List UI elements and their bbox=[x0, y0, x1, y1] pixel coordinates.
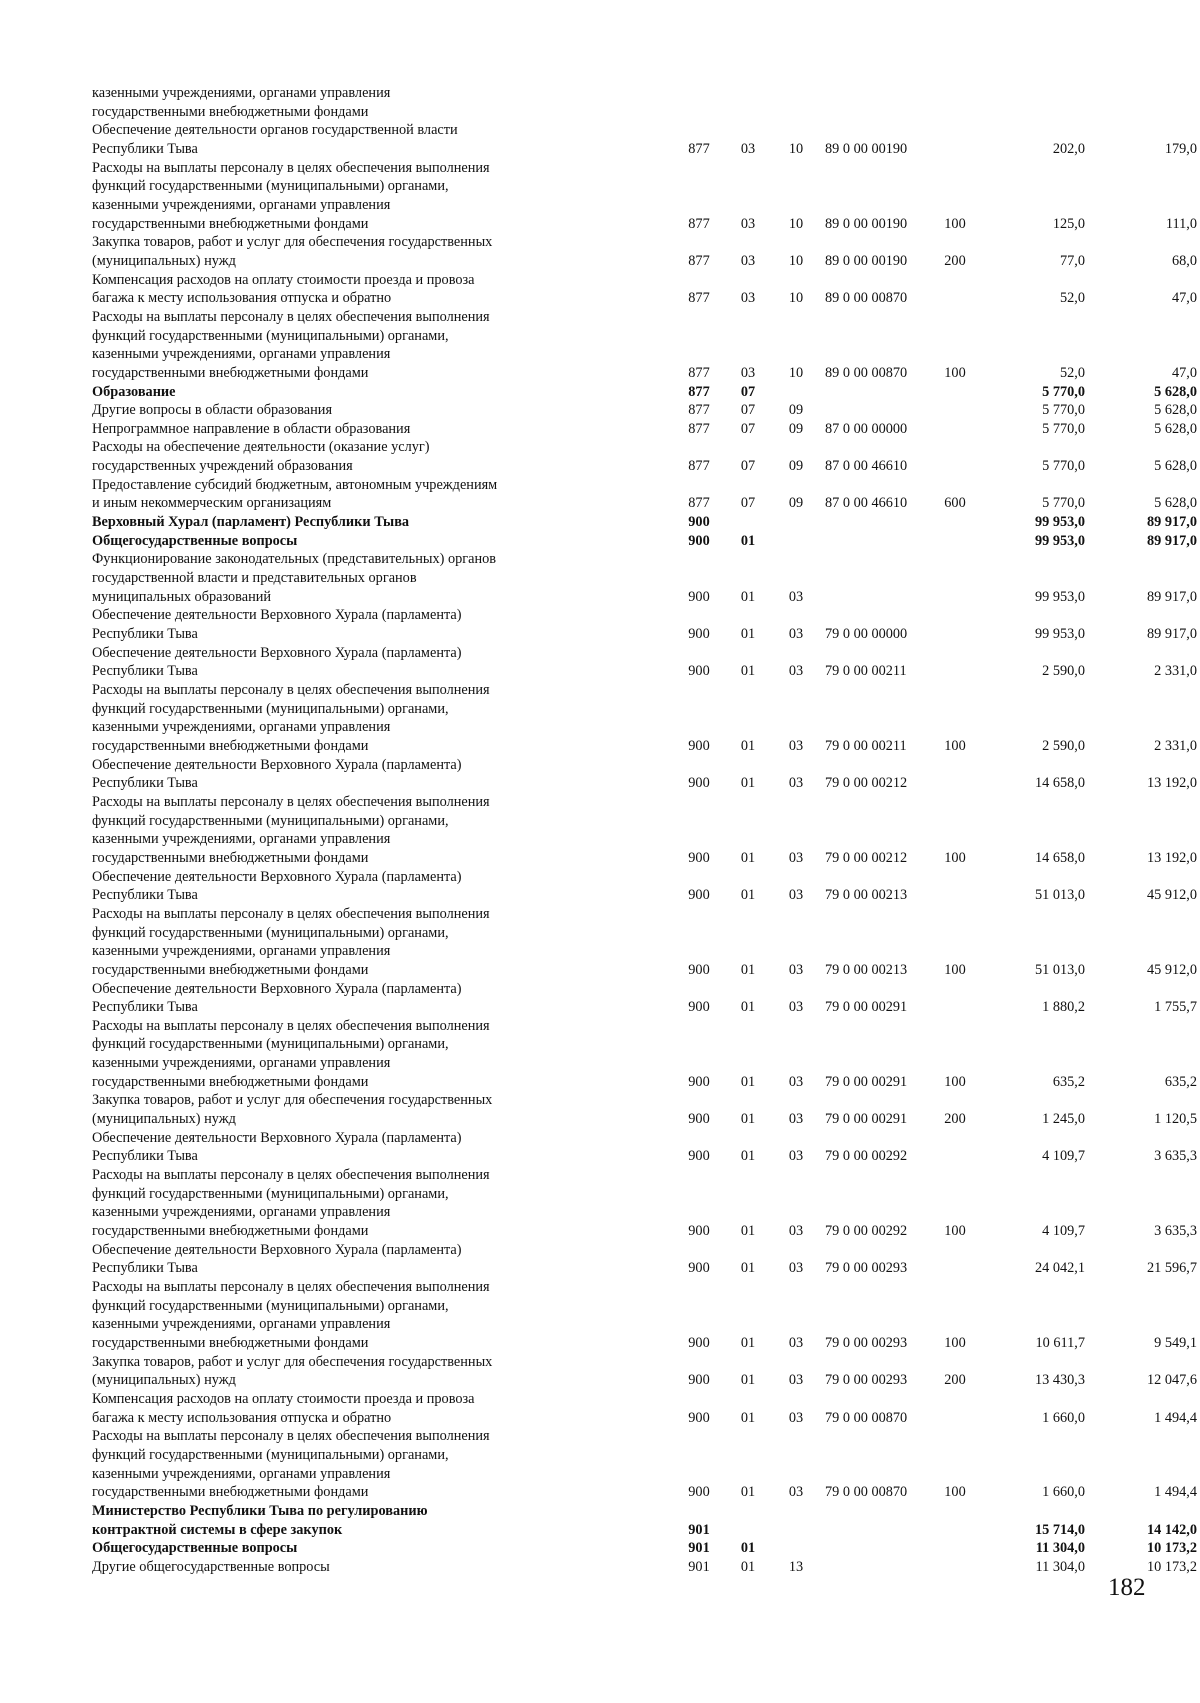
expense-type-code: 100 bbox=[944, 1484, 966, 1501]
grbs-code: 900 bbox=[688, 1334, 710, 1351]
amount-year-1: 52,0 bbox=[1059, 290, 1085, 307]
subsection-code: 10 bbox=[788, 364, 804, 381]
amount-year-1: 635,2 bbox=[1052, 1073, 1085, 1090]
amount-year-2: 1 120,5 bbox=[1154, 1111, 1197, 1128]
subsection-code: 03 bbox=[788, 1484, 804, 1501]
grbs-code: 900 bbox=[688, 1223, 710, 1240]
table-row bbox=[0, 1129, 1200, 1166]
row-name: Обеспечение деятельности органов государственной власти Республики Тыва bbox=[92, 122, 458, 157]
subsection-code: 09 bbox=[788, 458, 804, 475]
grbs-code: 877 bbox=[688, 252, 710, 269]
amount-year-2: 45 912,0 bbox=[1146, 887, 1197, 904]
grbs-code: 900 bbox=[688, 588, 710, 605]
amount-year-1: 1 245,0 bbox=[1042, 1111, 1085, 1128]
grbs-code: 900 bbox=[688, 1260, 710, 1277]
amount-year-2: 3 635,3 bbox=[1154, 1223, 1197, 1240]
expense-type-code: 600 bbox=[944, 495, 966, 512]
section-code: 01 bbox=[740, 1334, 756, 1351]
table-row bbox=[0, 905, 1200, 980]
grbs-code: 901 bbox=[688, 1558, 710, 1575]
expense-type-code: 100 bbox=[944, 849, 966, 866]
amount-year-2: 10 173,2 bbox=[1146, 1540, 1197, 1557]
amount-year-1: 202,0 bbox=[1052, 140, 1085, 157]
amount-year-1: 24 042,1 bbox=[1034, 1260, 1085, 1277]
amount-year-2: 2 331,0 bbox=[1154, 663, 1197, 680]
amount-year-2: 10 173,2 bbox=[1146, 1558, 1197, 1575]
row-name: Расходы на выплаты персоналу в целях обеспечения выполнения функций государственными (муниципальными) органами, казенными учреждениями, органами управления государственными внебюджетными фондами bbox=[92, 1428, 490, 1501]
amount-year-1: 2 590,0 bbox=[1042, 663, 1085, 680]
table-row bbox=[0, 532, 1200, 551]
amount-year-1: 51 013,0 bbox=[1034, 961, 1085, 978]
amount-year-1: 5 770,0 bbox=[1042, 420, 1085, 437]
grbs-code: 900 bbox=[688, 1484, 710, 1501]
table-row bbox=[0, 1278, 1200, 1353]
grbs-code: 900 bbox=[688, 961, 710, 978]
budget-table bbox=[0, 84, 1200, 1577]
amount-year-2: 13 192,0 bbox=[1146, 849, 1197, 866]
section-code: 01 bbox=[740, 663, 756, 680]
table-row bbox=[0, 550, 1200, 606]
grbs-code: 900 bbox=[688, 775, 710, 792]
table-row bbox=[0, 644, 1200, 681]
expense-type-code: 100 bbox=[944, 1223, 966, 1240]
amount-year-1: 1 660,0 bbox=[1042, 1484, 1085, 1501]
section-code: 01 bbox=[740, 1073, 756, 1090]
amount-year-2: 1 494,4 bbox=[1154, 1409, 1197, 1426]
subsection-code: 09 bbox=[788, 420, 804, 437]
row-name: Обеспечение деятельности Верховного Хурала (парламента) Республики Тыва bbox=[92, 1241, 462, 1277]
grbs-code: 900 bbox=[688, 1372, 710, 1389]
table-row bbox=[0, 121, 1200, 158]
grbs-code: 900 bbox=[688, 626, 710, 643]
grbs-code: 877 bbox=[688, 402, 710, 419]
amount-year-2: 89 917,0 bbox=[1146, 514, 1197, 531]
amount-year-2: 2 331,0 bbox=[1154, 737, 1197, 754]
row-name: Обеспечение деятельности Верховного Хурала (парламента) Республики Тыва bbox=[92, 1129, 462, 1165]
expense-type-code: 100 bbox=[944, 1334, 966, 1351]
table-row bbox=[0, 271, 1200, 308]
table-row bbox=[0, 980, 1200, 1017]
section-code: 07 bbox=[740, 495, 756, 512]
subsection-code: 03 bbox=[788, 849, 804, 866]
amount-year-1: 10 611,7 bbox=[1035, 1334, 1085, 1351]
amount-year-2: 3 635,3 bbox=[1154, 1148, 1197, 1165]
amount-year-1: 99 953,0 bbox=[1034, 588, 1085, 605]
row-name: Расходы на выплаты персоналу в целях обеспечения выполнения функций государственными (муниципальными) органами, казенными учреждениями, органами управления государственными внебюджетными фондами bbox=[92, 793, 490, 866]
table-row bbox=[0, 1558, 1200, 1577]
subsection-code: 10 bbox=[788, 140, 804, 157]
row-name: Обеспечение деятельности Верховного Хурала (парламента) Республики Тыва bbox=[92, 868, 462, 904]
section-code: 03 bbox=[740, 140, 756, 157]
row-name: Другие общегосударственные вопросы bbox=[92, 1558, 330, 1575]
subsection-code: 10 bbox=[788, 290, 804, 307]
amount-year-1: 125,0 bbox=[1052, 215, 1085, 232]
expense-type-code: 200 bbox=[944, 1372, 966, 1389]
row-name: Функционирование законодательных (представительных) органов государственной власти и представительных органов муниципальных образований bbox=[92, 551, 496, 605]
section-code: 03 bbox=[740, 252, 756, 269]
target-article-code: 79 0 00 00291 bbox=[825, 999, 908, 1016]
amount-year-2: 179,0 bbox=[1164, 140, 1197, 157]
grbs-code: 900 bbox=[688, 663, 710, 680]
expense-type-code: 100 bbox=[944, 1073, 966, 1090]
amount-year-2: 635,2 bbox=[1164, 1073, 1197, 1090]
target-article-code: 87 0 00 46610 bbox=[825, 495, 908, 512]
amount-year-1: 4 109,7 bbox=[1042, 1223, 1085, 1240]
amount-year-2: 13 192,0 bbox=[1146, 775, 1197, 792]
row-name: Расходы на выплаты персоналу в целях обеспечения выполнения функций государственными (муниципальными) органами, казенными учреждениями, органами управления государственными внебюджетными фондами bbox=[92, 159, 490, 232]
target-article-code: 79 0 00 00212 bbox=[825, 775, 908, 792]
amount-year-1: 11 304,0 bbox=[1035, 1540, 1085, 1557]
table-row bbox=[0, 606, 1200, 643]
amount-year-2: 21 596,7 bbox=[1146, 1260, 1197, 1277]
section-code: 03 bbox=[740, 215, 756, 232]
amount-year-2: 5 628,0 bbox=[1154, 495, 1197, 512]
subsection-code: 03 bbox=[788, 1334, 804, 1351]
amount-year-2: 5 628,0 bbox=[1154, 402, 1197, 419]
subsection-code: 03 bbox=[788, 1223, 804, 1240]
table-row bbox=[0, 438, 1200, 475]
grbs-code: 900 bbox=[688, 999, 710, 1016]
target-article-code: 79 0 00 00293 bbox=[825, 1260, 908, 1277]
grbs-code: 877 bbox=[688, 290, 710, 307]
subsection-code: 03 bbox=[788, 588, 804, 605]
target-article-code: 79 0 00 00211 bbox=[825, 663, 907, 680]
table-row bbox=[0, 756, 1200, 793]
table-row bbox=[0, 513, 1200, 532]
table-row bbox=[0, 308, 1200, 383]
row-name: Расходы на выплаты персоналу в целях обеспечения выполнения функций государственными (муниципальными) органами, казенными учреждениями, органами управления государственными внебюджетными фондами bbox=[92, 682, 490, 754]
expense-type-code: 100 bbox=[944, 215, 966, 232]
grbs-code: 877 bbox=[688, 458, 710, 475]
row-name: Общегосударственные вопросы bbox=[92, 1540, 298, 1557]
section-code: 07 bbox=[740, 458, 756, 475]
amount-year-2: 14 142,0 bbox=[1146, 1521, 1197, 1538]
grbs-code: 901 bbox=[688, 1540, 710, 1557]
table-row bbox=[0, 159, 1200, 234]
grbs-code: 877 bbox=[688, 364, 710, 381]
target-article-code: 89 0 00 00870 bbox=[825, 290, 908, 307]
section-code: 01 bbox=[740, 588, 756, 605]
grbs-code: 900 bbox=[688, 1073, 710, 1090]
target-article-code: 89 0 00 00870 bbox=[825, 364, 908, 381]
amount-year-2: 89 917,0 bbox=[1146, 588, 1197, 605]
subsection-code: 10 bbox=[788, 215, 804, 232]
section-code: 01 bbox=[740, 737, 756, 754]
grbs-code: 900 bbox=[688, 887, 710, 904]
table-row bbox=[0, 1427, 1200, 1502]
target-article-code: 89 0 00 00190 bbox=[825, 140, 908, 157]
target-article-code: 79 0 00 00000 bbox=[825, 626, 908, 643]
grbs-code: 877 bbox=[688, 140, 710, 157]
section-code: 01 bbox=[740, 1111, 756, 1128]
amount-year-1: 99 953,0 bbox=[1034, 514, 1085, 531]
row-name: Закупка товаров, работ и услуг для обеспечения государственных (муниципальных) нужд bbox=[92, 1092, 493, 1128]
row-name: Закупка товаров, работ и услуг для обеспечения государственных (муниципальных) нужд bbox=[92, 1353, 493, 1389]
section-code: 03 bbox=[740, 364, 756, 381]
table-row bbox=[0, 1353, 1200, 1390]
amount-year-1: 51 013,0 bbox=[1034, 887, 1085, 904]
target-article-code: 79 0 00 00870 bbox=[825, 1409, 908, 1426]
row-name: Расходы на выплаты персоналу в целях обеспечения выполнения функций государственными (муниципальными) органами, казенными учреждениями, органами управления государственными внебюджетными фондами bbox=[92, 308, 490, 381]
row-name: Обеспечение деятельности Верховного Хурала (парламента) Республики Тыва bbox=[92, 607, 462, 643]
subsection-code: 03 bbox=[788, 999, 804, 1016]
amount-year-1: 99 953,0 bbox=[1034, 626, 1085, 643]
section-code: 01 bbox=[740, 775, 756, 792]
amount-year-1: 11 304,0 bbox=[1035, 1558, 1085, 1575]
section-code: 07 bbox=[740, 383, 756, 400]
row-name: Предоставление субсидий бюджетным, автономным учреждениям и иным некоммерческим организациям bbox=[92, 476, 498, 512]
target-article-code: 79 0 00 00212 bbox=[825, 849, 908, 866]
section-code: 01 bbox=[740, 1409, 756, 1426]
subsection-code: 03 bbox=[788, 1073, 804, 1090]
subsection-code: 09 bbox=[788, 495, 804, 512]
grbs-code: 900 bbox=[688, 849, 710, 866]
amount-year-2: 1 494,4 bbox=[1154, 1484, 1197, 1501]
amount-year-1: 14 658,0 bbox=[1034, 849, 1085, 866]
target-article-code: 89 0 00 00190 bbox=[825, 215, 908, 232]
subsection-code: 13 bbox=[788, 1558, 804, 1575]
table-row bbox=[0, 1241, 1200, 1278]
row-name: Верховный Хурал (парламент) Республики Тыва bbox=[92, 514, 410, 531]
section-code: 01 bbox=[740, 1223, 756, 1240]
target-article-code: 79 0 00 00291 bbox=[825, 1111, 908, 1128]
amount-year-2: 47,0 bbox=[1171, 290, 1197, 307]
expense-type-code: 100 bbox=[944, 737, 966, 754]
row-name: Расходы на обеспечение деятельности (оказание услуг) государственных учреждений образования bbox=[92, 439, 430, 475]
table-row bbox=[0, 868, 1200, 905]
grbs-code: 900 bbox=[688, 532, 710, 549]
amount-year-2: 9 549,1 bbox=[1154, 1334, 1197, 1351]
amount-year-2: 1 755,7 bbox=[1154, 999, 1197, 1016]
expense-type-code: 100 bbox=[944, 364, 966, 381]
row-name: Непрограммное направление в области образования bbox=[92, 420, 411, 437]
row-name: Расходы на выплаты персоналу в целях обеспечения выполнения функций государственными (муниципальными) органами, казенными учреждениями, органами управления государственными внебюджетными фондами bbox=[92, 1279, 490, 1351]
expense-type-code: 200 bbox=[944, 252, 966, 269]
amount-year-2: 68,0 bbox=[1171, 252, 1197, 269]
target-article-code: 79 0 00 00293 bbox=[825, 1372, 908, 1389]
amount-year-1: 5 770,0 bbox=[1042, 458, 1085, 475]
target-article-code: 87 0 00 00000 bbox=[825, 420, 908, 437]
table-row bbox=[0, 383, 1200, 402]
amount-year-1: 5 770,0 bbox=[1042, 383, 1085, 400]
amount-year-1: 5 770,0 bbox=[1042, 402, 1085, 419]
table-row bbox=[0, 1166, 1200, 1241]
amount-year-1: 5 770,0 bbox=[1042, 495, 1085, 512]
subsection-code: 09 bbox=[788, 402, 804, 419]
table-row bbox=[0, 476, 1200, 513]
table-row bbox=[0, 793, 1200, 868]
subsection-code: 03 bbox=[788, 626, 804, 643]
grbs-code: 900 bbox=[688, 514, 710, 531]
amount-year-2: 5 628,0 bbox=[1154, 420, 1197, 437]
grbs-code: 877 bbox=[688, 495, 710, 512]
amount-year-2: 89 917,0 bbox=[1146, 626, 1197, 643]
subsection-code: 03 bbox=[788, 737, 804, 754]
amount-year-2: 5 628,0 bbox=[1154, 458, 1197, 475]
subsection-code: 03 bbox=[788, 887, 804, 904]
target-article-code: 87 0 00 46610 bbox=[825, 458, 908, 475]
amount-year-1: 52,0 bbox=[1059, 364, 1085, 381]
target-article-code: 79 0 00 00291 bbox=[825, 1073, 908, 1090]
grbs-code: 900 bbox=[688, 1148, 710, 1165]
section-code: 01 bbox=[740, 626, 756, 643]
subsection-code: 03 bbox=[788, 961, 804, 978]
grbs-code: 901 bbox=[688, 1521, 710, 1538]
subsection-code: 03 bbox=[788, 663, 804, 680]
row-name: Обеспечение деятельности Верховного Хурала (парламента) Республики Тыва bbox=[92, 756, 462, 792]
row-name: Расходы на выплаты персоналу в целях обеспечения выполнения функций государственными (муниципальными) органами, казенными учреждениями, органами управления государственными внебюджетными фондами bbox=[92, 1017, 490, 1090]
row-name: Закупка товаров, работ и услуг для обеспечения государственных (муниципальных) нужд bbox=[92, 234, 493, 269]
subsection-code: 03 bbox=[788, 1111, 804, 1128]
target-article-code: 89 0 00 00190 bbox=[825, 252, 908, 269]
row-name: Образование bbox=[92, 383, 176, 400]
section-code: 01 bbox=[740, 1372, 756, 1389]
amount-year-1: 1 880,2 bbox=[1042, 999, 1085, 1016]
target-article-code: 79 0 00 00213 bbox=[825, 961, 908, 978]
row-name: Общегосударственные вопросы bbox=[92, 532, 298, 549]
section-code: 01 bbox=[740, 1148, 756, 1165]
section-code: 01 bbox=[740, 1558, 756, 1575]
section-code: 01 bbox=[740, 1540, 756, 1557]
section-code: 01 bbox=[740, 887, 756, 904]
page-number: 182 bbox=[1108, 1574, 1146, 1601]
grbs-code: 877 bbox=[688, 215, 710, 232]
grbs-code: 877 bbox=[688, 383, 710, 400]
section-code: 01 bbox=[740, 532, 756, 549]
section-code: 01 bbox=[740, 999, 756, 1016]
section-code: 01 bbox=[740, 1484, 756, 1501]
amount-year-2: 12 047,6 bbox=[1146, 1372, 1197, 1389]
table-row bbox=[0, 401, 1200, 420]
amount-year-2: 111,0 bbox=[1165, 215, 1197, 232]
row-name: Обеспечение деятельности Верховного Хурала (парламента) Республики Тыва bbox=[92, 644, 462, 680]
target-article-code: 79 0 00 00211 bbox=[825, 737, 907, 754]
grbs-code: 900 bbox=[688, 737, 710, 754]
amount-year-1: 13 430,3 bbox=[1034, 1372, 1085, 1389]
table-row bbox=[0, 1390, 1200, 1427]
section-code: 07 bbox=[740, 402, 756, 419]
table-row bbox=[0, 233, 1200, 270]
amount-year-2: 89 917,0 bbox=[1146, 532, 1197, 549]
subsection-code: 03 bbox=[788, 1148, 804, 1165]
amount-year-2: 5 628,0 bbox=[1154, 383, 1197, 400]
target-article-code: 79 0 00 00292 bbox=[825, 1223, 908, 1240]
expense-type-code: 200 bbox=[944, 1111, 966, 1128]
amount-year-2: 47,0 bbox=[1171, 364, 1197, 381]
table-row bbox=[0, 1539, 1200, 1558]
row-name: Другие вопросы в области образования bbox=[92, 402, 333, 419]
grbs-code: 900 bbox=[688, 1111, 710, 1128]
target-article-code: 79 0 00 00293 bbox=[825, 1334, 908, 1351]
amount-year-1: 77,0 bbox=[1059, 252, 1085, 269]
target-article-code: 79 0 00 00870 bbox=[825, 1484, 908, 1501]
table-row bbox=[0, 1017, 1200, 1092]
amount-year-1: 1 660,0 bbox=[1042, 1409, 1085, 1426]
target-article-code: 79 0 00 00213 bbox=[825, 887, 908, 904]
table-row bbox=[0, 1091, 1200, 1128]
grbs-code: 877 bbox=[688, 420, 710, 437]
section-code: 01 bbox=[740, 849, 756, 866]
amount-year-1: 14 658,0 bbox=[1034, 775, 1085, 792]
subsection-code: 03 bbox=[788, 1372, 804, 1389]
expense-type-code: 100 bbox=[944, 961, 966, 978]
row-name: Компенсация расходов на оплату стоимости проезда и провоза багажа к месту использования отпуска и обратно bbox=[92, 1390, 475, 1426]
subsection-code: 03 bbox=[788, 1260, 804, 1277]
amount-year-2: 45 912,0 bbox=[1146, 961, 1197, 978]
row-name: Расходы на выплаты персоналу в целях обеспечения выполнения функций государственными (муниципальными) органами, казенными учреждениями, органами управления государственными внебюджетными фондами bbox=[92, 905, 490, 978]
amount-year-1: 99 953,0 bbox=[1034, 532, 1085, 549]
table-row bbox=[0, 1502, 1200, 1539]
amount-year-1: 2 590,0 bbox=[1042, 737, 1085, 754]
table-row bbox=[0, 681, 1200, 756]
grbs-code: 900 bbox=[688, 1409, 710, 1426]
row-name: Компенсация расходов на оплату стоимости проезда и провоза багажа к месту использования отпуска и обратно bbox=[92, 271, 475, 307]
section-code: 07 bbox=[740, 420, 756, 437]
table-row bbox=[0, 84, 1200, 121]
row-name: Министерство Республики Тыва по регулированию контрактной системы в сфере закупок bbox=[92, 1502, 428, 1538]
subsection-code: 10 bbox=[788, 252, 804, 269]
table-row bbox=[0, 420, 1200, 439]
target-article-code: 79 0 00 00292 bbox=[825, 1148, 908, 1165]
subsection-code: 03 bbox=[788, 775, 804, 792]
section-code: 01 bbox=[740, 1260, 756, 1277]
amount-year-1: 4 109,7 bbox=[1042, 1148, 1085, 1165]
row-name: казенными учреждениями, органами управления государственными внебюджетными фондами bbox=[92, 85, 391, 120]
row-name: Обеспечение деятельности Верховного Хурала (парламента) Республики Тыва bbox=[92, 980, 462, 1016]
row-name: Расходы на выплаты персоналу в целях обеспечения выполнения функций государственными (муниципальными) органами, казенными учреждениями, органами управления государственными внебюджетными фондами bbox=[92, 1167, 490, 1240]
amount-year-1: 15 714,0 bbox=[1034, 1521, 1085, 1538]
section-code: 03 bbox=[740, 290, 756, 307]
section-code: 01 bbox=[740, 961, 756, 978]
subsection-code: 03 bbox=[788, 1409, 804, 1426]
